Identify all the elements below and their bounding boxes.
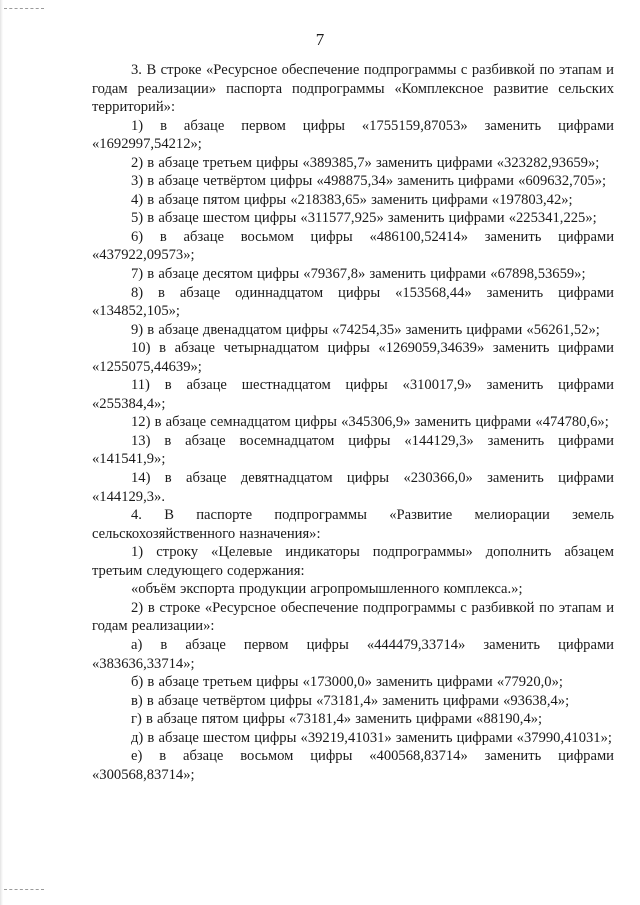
- paragraph: 7) в абзаце десятом цифры «79367,8» заменить цифрами «67898,53659»;: [131, 266, 586, 283]
- scan-mark-bottom: [4, 889, 44, 890]
- paragraph: 6) в абзаце восьмом цифры «486100,52414» заменить цифрами «437922,09573»;: [92, 228, 614, 264]
- paragraph: 14) в абзаце девятнадцатом цифры «230366,0» заменить цифрами «144129,3».: [92, 470, 614, 505]
- paragraph: 1) в абзаце первом цифры «1755159,87053» заменить цифрами «1692997,54212»;: [92, 117, 614, 153]
- paragraph: е) в абзаце восьмом цифры «400568,83714» заменить цифрами «300568,83714»;: [92, 748, 614, 783]
- paragraph: «объём экспорта продукции агропромышленного комплекса.»;: [131, 581, 523, 598]
- paragraph: 2) в строке «Ресурсное обеспечение подпрограммы с разбивкой по этапам и годам реализации»:: [92, 599, 614, 635]
- paragraph: 12) в абзаце семнадцатом цифры «345306,9» заменить цифрами «474780,6»;: [131, 414, 609, 431]
- page-number: 7: [315, 30, 325, 49]
- scan-mark-top: [4, 8, 44, 9]
- paragraph: 4) в абзаце пятом цифры «218383,65» заменить цифрами «197803,42»;: [131, 191, 573, 208]
- paragraph: 13) в абзаце восемнадцатом цифры «144129,3» заменить цифрами «141541,9»;: [92, 432, 614, 468]
- paragraph: 9) в абзаце двенадцатом цифры «74254,35» заменить цифрами «56261,52»;: [131, 321, 600, 338]
- paragraph: 2) в абзаце третьем цифры «389385,7» заменить цифрами «323282,93659»;: [131, 154, 600, 171]
- paragraph: 10) в абзаце четырнадцатом цифры «1269059,34639» заменить цифрами «1255075,44639»;: [92, 340, 614, 375]
- paragraph: 4. В паспорте подпрограммы «Развитие мелиорации земель сельскохозяйственного назначения»:: [92, 507, 614, 542]
- paragraph: 5) в абзаце шестом цифры «311577,925» заменить цифрами «225341,225»;: [131, 210, 597, 227]
- paragraph: в) в абзаце четвёртом цифры «73181,4» заменить цифрами «93638,4»;: [131, 692, 570, 709]
- paragraph: 11) в абзаце шестнадцатом цифры «310017,9» заменить цифрами «255384,4»;: [92, 377, 614, 412]
- paragraph: г) в абзаце пятом цифры «73181,4» заменить цифрами «88190,4»;: [131, 711, 543, 728]
- paragraph: 8) в абзаце одиннадцатом цифры «153568,44» заменить цифрами «134852,105»;: [92, 284, 614, 320]
- paragraph: 1) строку «Целевые индикаторы подпрограммы» дополнить абзацем третьим следующего содержания:: [92, 544, 614, 579]
- paragraph: 3. В строке «Ресурсное обеспечение подпрограммы с разбивкой по этапам и годам реализации» паспорта подпрограммы «Комплексное развитие сельских территорий»:: [92, 62, 614, 116]
- document-body: [92, 61, 614, 784]
- paragraph: б) в абзаце третьем цифры «173000,0» заменить цифрами «77920,0»;: [131, 674, 563, 691]
- paragraph: а) в абзаце первом цифры «444479,33714» заменить цифрами «383636,33714»;: [92, 636, 614, 672]
- scan-edge: [0, 0, 3, 905]
- paragraph: д) в абзаце шестом цифры «39219,41031» заменить цифрами «37990,41031»;: [131, 729, 612, 746]
- paragraph: 3) в абзаце четвёртом цифры «498875,34» заменить цифрами «609632,705»;: [131, 173, 607, 190]
